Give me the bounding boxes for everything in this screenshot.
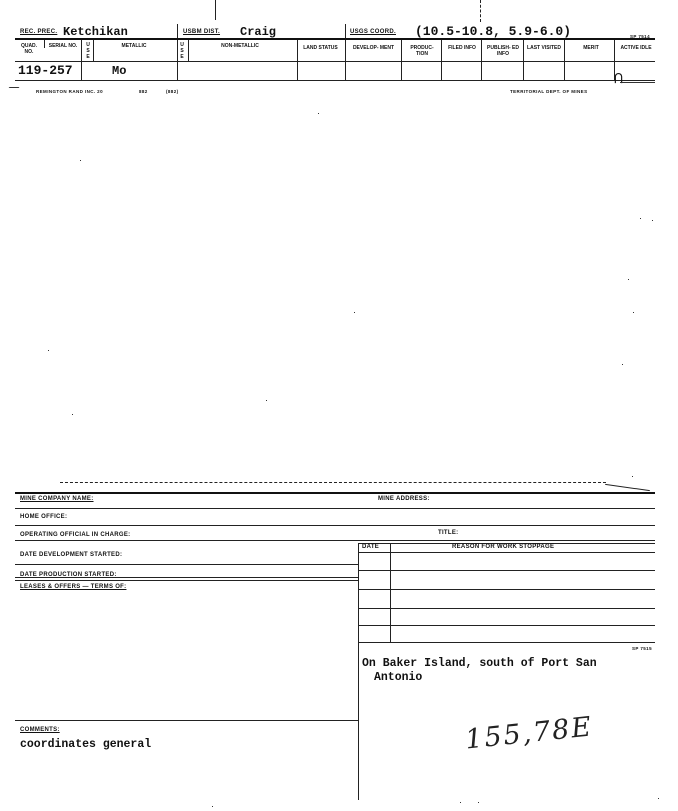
row-rule xyxy=(15,61,655,62)
handwritten-number: 155,78E xyxy=(463,711,595,756)
form-divider xyxy=(358,543,359,800)
form-rule xyxy=(15,525,655,526)
col-use-2: U S E xyxy=(180,42,184,60)
leases-offers-label: LEASES & OFFERS — TERMS OF: xyxy=(20,584,127,590)
location-line-1: On Baker Island, south of Port San xyxy=(362,657,597,670)
dept-name: TERRITORIAL DEPT. OF MINES xyxy=(510,89,588,94)
scan-speck xyxy=(266,400,267,401)
divider xyxy=(177,40,178,80)
stoppage-row xyxy=(358,570,655,571)
date-production-started-label: DATE PRODUCTION STARTED: xyxy=(20,572,117,578)
scan-speck xyxy=(354,312,355,313)
printer-code-2: (882) xyxy=(166,89,179,94)
row-rule xyxy=(15,80,655,81)
mine-address-label: MINE ADDRESS: xyxy=(378,496,430,502)
divider xyxy=(564,40,565,80)
scan-speck xyxy=(48,350,49,351)
date-col-label: DATE xyxy=(362,544,380,550)
reason-col-label: REASON FOR WORK STOPPAGE xyxy=(452,544,555,550)
divider xyxy=(44,40,45,48)
divider xyxy=(345,40,346,80)
scan-speck xyxy=(633,312,634,313)
form-divider xyxy=(390,543,391,643)
printer-credit: REMINGTON RAND INC. 20 xyxy=(36,89,103,94)
scan-speck xyxy=(640,218,641,219)
scan-speck xyxy=(652,220,653,221)
divider xyxy=(441,40,442,80)
usgs-coord-value: (10.5-10.8, 5.9-6.0) xyxy=(415,24,572,39)
mine-company-name-label: MINE COMPANY NAME: xyxy=(20,496,94,502)
col-published-info: PUBLISH- ED INFO xyxy=(487,45,519,57)
printer-code: 882 xyxy=(139,89,148,94)
col-metallic: METALLIC xyxy=(121,43,147,49)
divider xyxy=(481,40,482,80)
location-line-2: Antonio xyxy=(374,671,423,684)
stoppage-row xyxy=(358,608,655,609)
date-development-started-label: DATE DEVELOPMENT STARTED: xyxy=(20,552,123,558)
form-rule xyxy=(15,580,358,581)
lower-form xyxy=(0,470,678,811)
scan-speck xyxy=(628,279,629,280)
tear-line xyxy=(605,484,650,491)
usgs-coord-label: USGS COORD. xyxy=(350,29,396,35)
comments-value: coordinates general xyxy=(20,738,152,751)
merit-mark: ⊃ xyxy=(610,71,628,85)
col-quad-no: QUAD. NO. xyxy=(20,43,38,55)
tear-line xyxy=(9,80,26,88)
usbm-dist-value: Craig xyxy=(240,25,277,39)
scan-speck xyxy=(80,160,81,161)
form-code-bottom: SP 7515 xyxy=(632,646,652,651)
divider xyxy=(188,40,189,61)
scan-speck xyxy=(622,364,623,365)
operating-official-label: OPERATING OFFICIAL IN CHARGE: xyxy=(20,532,131,538)
form-rule xyxy=(15,720,358,721)
scan-speck xyxy=(72,414,73,415)
col-non-metallic: NON-METALLIC xyxy=(221,43,259,49)
home-office-label: HOME OFFICE: xyxy=(20,514,68,520)
divider xyxy=(345,24,346,38)
metallic-value: Mo xyxy=(112,64,127,78)
divider xyxy=(93,40,94,61)
tear-line xyxy=(620,80,655,83)
stoppage-row xyxy=(358,625,655,626)
col-production: PRODUC- TION xyxy=(410,45,434,57)
header-band xyxy=(0,0,678,100)
col-merit: MERIT xyxy=(583,45,599,51)
form-rule xyxy=(15,540,655,541)
form-rule xyxy=(15,508,655,509)
header-rule xyxy=(15,38,655,40)
col-serial-no: SERIAL NO. xyxy=(48,43,78,49)
stoppage-row xyxy=(358,589,655,590)
col-filed-info: FILED INFO xyxy=(448,45,476,51)
divider xyxy=(81,40,82,80)
crop-mark xyxy=(215,0,216,20)
comments-label: COMMENTS: xyxy=(20,727,60,733)
form-code-top: SP 7514 xyxy=(630,34,650,39)
quad-serial-value: 119-257 xyxy=(18,63,73,78)
divider xyxy=(297,40,298,80)
divider xyxy=(523,40,524,80)
rec-prec-label: REC. PREC. xyxy=(20,29,58,35)
form-rule xyxy=(15,564,358,565)
col-last-visited: LAST VISITED xyxy=(527,45,561,51)
tear-line xyxy=(60,482,606,483)
divider xyxy=(401,40,402,80)
stoppage-row xyxy=(358,552,655,553)
col-land-status: LAND STATUS xyxy=(303,45,338,51)
stoppage-row xyxy=(358,642,655,643)
form-rule xyxy=(15,492,655,494)
col-development: DEVELOP- MENT xyxy=(352,45,395,51)
title-label: TITLE: xyxy=(438,530,459,536)
crop-mark xyxy=(480,0,481,22)
divider xyxy=(177,24,178,38)
scan-speck xyxy=(318,113,319,114)
usbm-dist-label: USBM DIST. xyxy=(183,29,221,35)
col-active-idle: ACTIVE IDLE xyxy=(620,45,652,51)
form-rule xyxy=(15,577,358,578)
rec-prec-value: Ketchikan xyxy=(63,25,128,39)
col-use-1: U S E xyxy=(86,42,90,60)
